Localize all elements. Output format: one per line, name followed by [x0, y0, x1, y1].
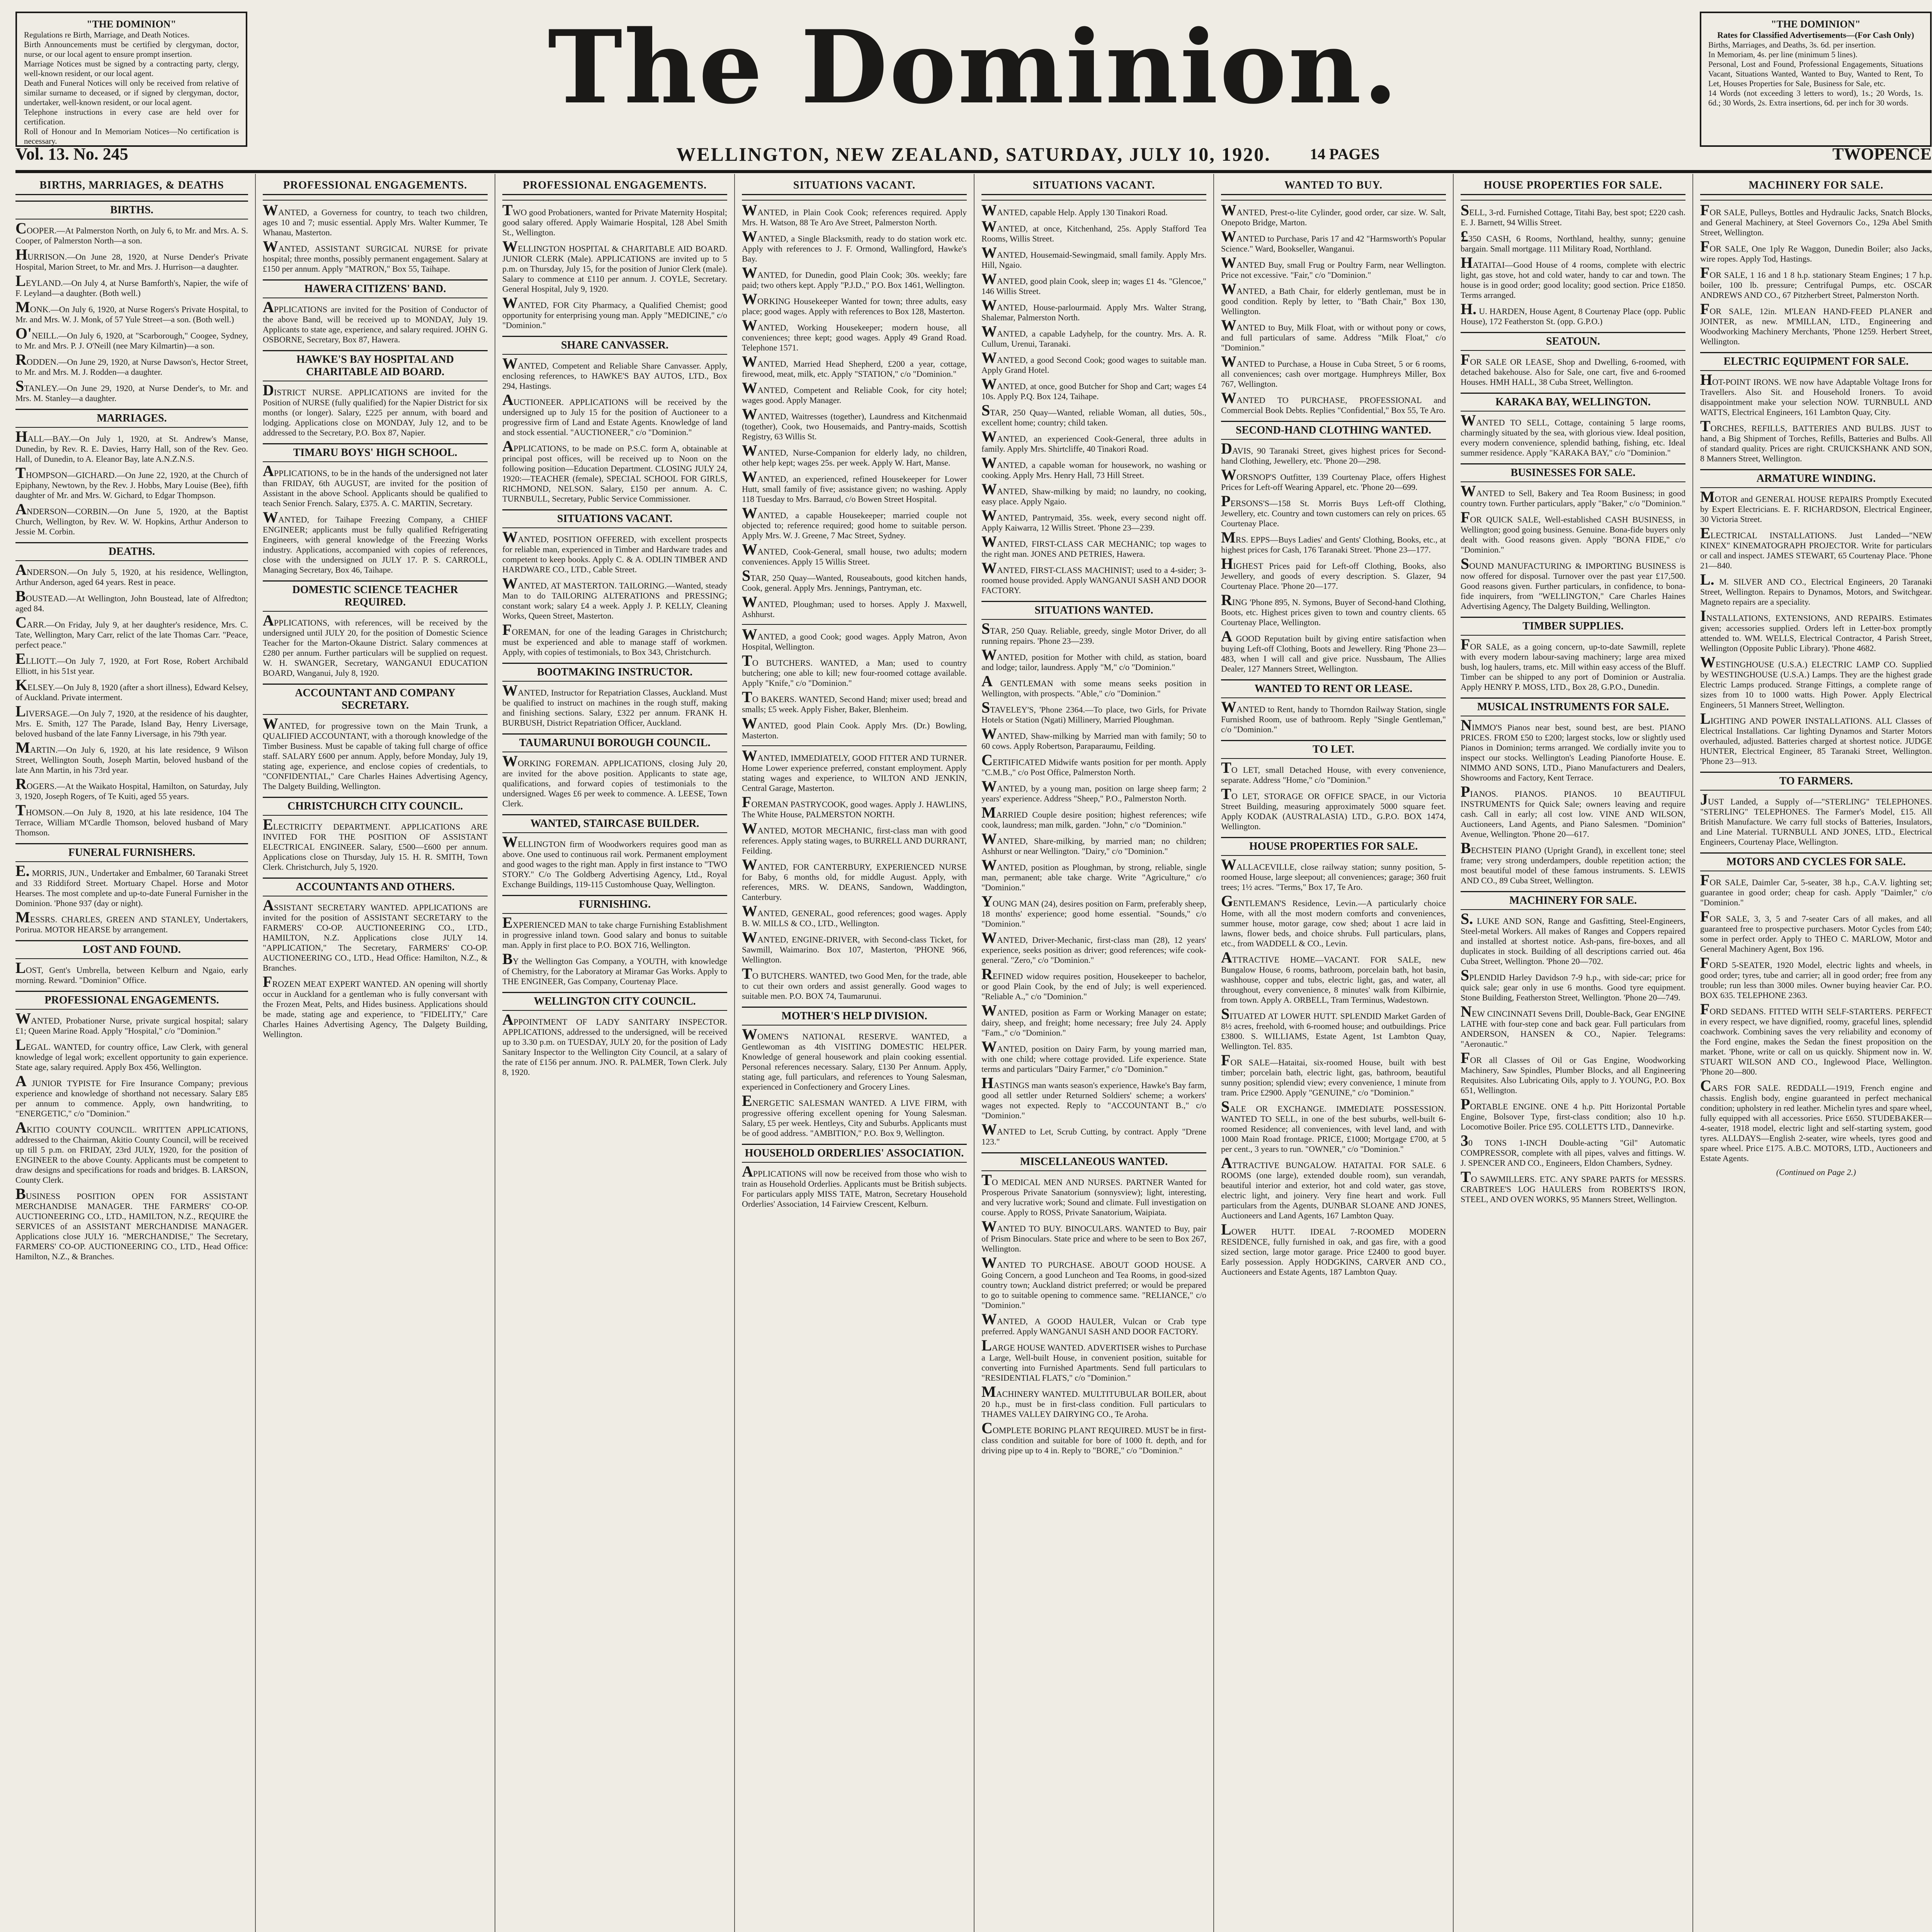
- section-heading: MOTHER'S HELP DIVISION.: [742, 1007, 967, 1026]
- column-heading: HOUSE PROPERTIES FOR SALE.: [1461, 179, 1685, 195]
- classified-ad: MOTOR and GENERAL HOUSE REPAIRS Promptly Executed by Expert Electricians. E. F. RICHARDSON, Electrical Engineer, 30 Victoria Street.: [1700, 488, 1932, 524]
- classified-ad: YOUNG MAN (24), desires position on Farm, preferably sheep, 18 months' experience; good home essential. "Sounds," c/o "Dominion.": [981, 893, 1206, 929]
- classified-ad: TO SAWMILLERS. ETC. ANY SPARE PARTS for MESSRS. CRABTREE'S LOG HAULERS from ROBERTS'S IRON, STEEL, AND OVEN WORKS, 95 Manners Street, Wellington.: [1461, 1168, 1685, 1204]
- classified-ad: SOUND MANUFACTURING & IMPORTING BUSINESS is now offered for disposal. Turnover over the past year £17,500. Good reasons given. Further particulars, in confidence, to bona-fide inquirers, from "WELLINGTON," Care Charles Haines Advertising Agency, The Dalgety Building, Wellington.: [1461, 555, 1685, 611]
- classified-ad: TO BAKERS. WANTED, Second Hand; mixer used; bread and smalls; £5 week. Apply Fisher, Baker, Blenheim.: [742, 688, 967, 714]
- section-heading: TO FARMERS.: [1700, 772, 1932, 791]
- classified-ad: A GENTLEMAN with some means seeks position in Wellington, with prospects. "Able," c/o "Dominion.": [981, 672, 1206, 698]
- section-heading: LOST AND FOUND.: [15, 940, 248, 959]
- classified-ad: WANTED, Prest-o-lite Cylinder, good order, car size. W. Salt, Onepoto Bridge, Marton.: [1221, 201, 1446, 227]
- section-divider: [742, 200, 967, 201]
- classified-ad: WANTED, good Plain Cook. Apply Mrs. (Dr.) Bowling, Masterton.: [742, 714, 967, 740]
- dateline-bar: [15, 141, 1932, 167]
- classified-ad: WANTED, Waitresses (together), Laundress and Kitchenmaid (together), Cook, two Housemaids, and Pantry-maids, Scottish Registry, 63 Willis St.: [742, 405, 967, 441]
- section-heading: WANTED TO RENT OR LEASE.: [1221, 679, 1446, 698]
- left-ear-lines: [24, 30, 239, 146]
- classified-ad: REFINED widow requires position, Housekeeper to bachelor, or good Plain Cook, by the end of July; is well experienced. "Reliable A.," c/o "Dominion.": [981, 965, 1206, 1001]
- section-heading: MOTORS AND CYCLES FOR SALE.: [1700, 852, 1932, 871]
- classified-ad: BECHSTEIN PIANO (Upright Grand), in excellent tone; steel frame; very strong underdampers, double repetition action; the most beautiful model of these famous instruments. S. LEWIS AND CO., 89 Cuba Street, Wellington.: [1461, 839, 1685, 885]
- classified-ad: S. LUKE AND SON, Range and Gasfitting, Steel-Engineers, Steel-metal Workers. All makes of Ranges and Coppers repaired and installed at shortest notice. Ash-pans, fire-boxes, and all duplicates in stock. Building of all descriptions carried out. 46a Cuba Street, Wellington. 'Phone 20—702.: [1461, 910, 1685, 966]
- classified-ad: PIANOS. PIANOS. PIANOS. 10 BEAUTIFUL INSTRUMENTS for Quick Sale; owners leaving and require cash. Call in early; all cost low. VINE AND WILSON, Auctioneers, Land Agents, and Piano Salesmen. "Dominion" Avenue, Wellington. 'Phone 20—617.: [1461, 783, 1685, 839]
- classified-ad: WANTED to Purchase, a House in Cuba Street, 5 or 6 rooms, all conveniences; cash over mortgage. Humphreys Miller, Box 767, Wellington.: [1221, 353, 1446, 389]
- classified-ad: APPLICATIONS, to be made on P.S.C. form A, obtainable at principal post offices, will be received up to Noon on the following position—Education Department. CLOSING JULY 24, 1920:—TEACHER (female), SPECIAL SCHOOL FOR GIRLS, RICHMOND, NELSON. Salary, £150 per annum. A. C. TURNBULL, Secretary, Public Service Commissioner.: [502, 437, 727, 503]
- section-heading: FURNISHING.: [502, 895, 727, 914]
- classified-ad: WANTED, a Governess for country, to teach two children, ages 10 and 7; music essential. Apply Mrs. Walter Kummer, Te Whanau, Masterton.: [263, 201, 488, 237]
- classified-ad: WORSNOP'S Outfitter, 139 Courtenay Place, offers Highest Prices for Left-off Wearing Apparel, etc. 'Phone 20—699.: [1221, 466, 1446, 492]
- classified-ad: APPLICATIONS, with references, will be received by the undersigned until JULY 20, for the position of Domestic Science Teacher for the Marton-Okaune District. Salary commences at £280 per annum. Further particulars will be supplied on request. W. H. SWANGER, Secretary, WANGANUI EDUCATION BOARD, Wanganui, July 8, 1920.: [263, 612, 488, 678]
- classified-ad: MACHINERY WANTED. MULTITUBULAR BOILER, about 20 h.p., must be in first-class condition. Full particulars to THAMES VALLEY DAIRYING CO., Te Aroha.: [981, 1383, 1206, 1419]
- classified-ad: A JUNIOR TYPISTE for Fire Insurance Company; previous experience and knowledge of shorthand not necessary. Salary £85 per annum to commence. Apply, own handwriting, to "ENERGETIC," c/o "Dominion.": [15, 1072, 248, 1118]
- section-heading: HAWERA CITIZENS' BAND.: [263, 279, 488, 298]
- classified-ad: WANTED, Housemaid-Sewingmaid, small family. Apply Mrs. Hill, Ngaio.: [981, 244, 1206, 270]
- classified-ad: THOMSON.—On July 8, 1920, at his late residence, 104 The Terrace, William M'Cardle Thomson, beloved husband of Mary Thomson.: [15, 801, 248, 837]
- classified-ad: WANTED, House-parlourmaid. Apply Mrs. Walter Strang, Shalemar, Palmerston North.: [981, 296, 1206, 322]
- column-8: [1692, 174, 1932, 1932]
- classified-ad: WORKING FOREMAN. APPLICATIONS, closing July 20, are invited for the above position. Applicants to state age, qualifications, and forward copies of testimonials to the undersigned. Wages £6 per week to commence. A. LEESE, Town Clerk.: [502, 752, 727, 808]
- classified-ad: TO BUTCHERS. WANTED, two Good Men, for the trade, able to cut their own orders and assist generally. Good wages to suitable men. P.O. BOX 74, Taumarunui.: [742, 965, 967, 1001]
- column-6: [1213, 174, 1453, 1932]
- volume-number: Vol. 13. No. 245: [15, 145, 128, 163]
- left-ear-line: Telephone instructions in every case are held over for certification.: [24, 107, 239, 126]
- classified-ad: FOR all Classes of Oil or Gas Engine, Woodworking Machinery, Saw Spindles, Plumber Blocks, and all Engineering Requisites. Also Lubricating Oils, apply to J. YOUNG, P.O. Box 651, Wellington.: [1461, 1049, 1685, 1095]
- classified-ad: KELSEY.—On July 8, 1920 (after a short illness), Edward Kelsey, of Auckland. Private interment.: [15, 676, 248, 702]
- classified-ad: WELLINGTON firm of Woodworkers requires good man as above. One used to continuous rail work. Permanent employment and good wages to the right man. Apply in first instance to "TWO STORY." C/o The Goldberg Advertising Agency, Ltd., Royal Exchange Buildings, 119-115 Customhouse Quay, Wellington.: [502, 833, 727, 889]
- classified-ad: FOR SALE, Pulleys, Bottles and Hydraulic Jacks, Snatch Blocks, and General Machinery, at Steel Governors Co., 129a Abel Smith Street, Wellington.: [1700, 201, 1932, 237]
- right-ear-line: Personal, Lost and Found, Professional Engagements, Situations Vacant, Situations Wanted, Wanted to Buy, Wanted to Rent, To Let, Houses Properties for Sale, Business for Sale, etc.: [1708, 60, 1923, 88]
- classified-ad: FOR SALE, Daimler Car, 5-seater, 38 h.p., C.A.V. lighting set; guarantee in good order; cheap for cash. Apply "Daimler," c/o "Dominion.": [1700, 871, 1932, 907]
- classified-ad: BUSINESS POSITION OPEN FOR ASSISTANT MERCHANDISE MANAGER. THE FARMERS' CO-OP. AUCTIONEERING CO., LTD., HAMILTON, N.Z., REQUIRE the SERVICES of an ASSISTANT MERCHANDISE MANAGER. Applications close JULY 16. "MERCHANDISE," The Secretary, FARMERS' CO-OP. AUCTIONEERING CO., LTD., Head Office: Hamilton, N.Z., & Branches.: [15, 1185, 248, 1261]
- classified-ad: WANTED TO PURCHASE. ABOUT GOOD HOUSE. A Going Concern, a good Luncheon and Tea Rooms, in good-sized country town; Auckland district preferred; or would be prepared to go to suitable opening to commence same. "RELIANCE," c/o "Dominion.": [981, 1254, 1206, 1310]
- classified-ad: FOR SALE, 3, 3, 5 and 7-seater Cars of all makes, and all guaranteed free to prospective purchasers. Motor Cycles from £40; some in perfect order. Apply to THEO C. MARLOW, Motor and General Machinery Agent, Box 196.: [1700, 908, 1932, 954]
- classified-ad: BOUSTEAD.—At Wellington, John Boustead, late of Alfredton; aged 84.: [15, 587, 248, 613]
- classified-ad: LOWER HUTT. IDEAL 7-ROOMED MODERN RESIDENCE, fully furnished in oak, and gas fire, with a good sized section, large motor garage. Price £2400 to good buyer. Early possession. Apply HODGKINS, CARVER AND CO., Auctioneers and Estate Agents, 187 Lambton Quay.: [1221, 1221, 1446, 1277]
- classified-ad: PERSONS'S—158 St. Morris Buys Left-off Clothing, Jewellery, etc. Country and town customers can rely on prices. 65 Courtenay Place.: [1221, 492, 1446, 528]
- classified-ad: WANTED, for Dunedin, good Plain Cook; 30s. weekly; fare paid; two others kept. Apply "P.J.D.," P.O. Box 1461, Wellington.: [742, 264, 967, 290]
- section-heading: WANTED, STAIRCASE BUILDER.: [502, 814, 727, 833]
- classified-ad: GENTLEMAN'S Residence, Levin.—A particularly choice Home, with all the most modern comforts and conveniences, summer house, motor garage, cow shed; about 1 acre laid in lawns, flower beds, and choice shrubs. Full particulars, plans, etc., from WADDELL & CO., Levin.: [1221, 892, 1446, 948]
- classified-ad: WESTINGHOUSE (U.S.A.) ELECTRIC LAMP CO. Supplied by WESTINGHOUSE (U.S.A.) Lamps. They are the highest grade Electric Lamps produced. Strange Fittings, a complete range of sizes from 10 to 1000 watts. High Power. Apply Electrical Engineers, 51 Manners Street, Wellington.: [1700, 653, 1932, 709]
- classified-ad: WANTED, position as Ploughman, by strong, reliable, single man, permanent; able take charge. Write "Agriculture," c/o "Dominion.": [981, 856, 1206, 892]
- classified-ad: WANTED, Married Head Shepherd, £200 a year, cottage, firewood, meat, milk, etc. Apply "STATION," c/o "Dominion.": [742, 353, 967, 379]
- classified-ad: FOR SALE, 12in. M'LEAN HAND-FEED PLANER and JOINTER, as new. M'MILLAN, LTD., Engineering and Woodworking Machinery Merchants, 'Phone 1259. Herbert Street, Wellington.: [1700, 300, 1932, 346]
- section-divider: [1221, 200, 1446, 201]
- nameplate: The Dominion.: [548, 9, 1400, 126]
- classified-ad: ANDERSON—CORBIN.—On June 5, 1920, at the Baptist Church, Wellington, by Rev. W. W. Hopkins, Arthur Anderson to Jessie M. Corbin.: [15, 500, 248, 536]
- classified-ad: TORCHES, REFILLS, BATTERIES AND BULBS. JUST to hand, a Big Shipment of Torches, Refills, Batteries and Bulbs. All of standard quality. Prices are right. CRUICKSHANK AND SON, 8 Manners Street, Wellington.: [1700, 417, 1932, 463]
- classified-ad: WANTED, for progressive town on the Main Trunk, a QUALIFIED ACCOUNTANT, with a thorough knowledge of the Timber Business. Must be capable of taking full charge of office staff. SALARY £600 per annum. Apply, before Monday, July 19, stating age, experience, and enclose copies of credentials, to "CONFIDENTIAL," Care Charles Haines Advertising Agency, The Dalgety Building, Wellington.: [263, 715, 488, 791]
- classified-ad: £350 CASH, 6 Rooms, Northland, healthy, sunny; genuine bargain. Small mortgage. 111 Military Road, Northland.: [1461, 228, 1685, 253]
- classified-ad: SELL, 3-rd. Furnished Cottage, Titahi Bay, best spot; £220 cash. E. J. Barnett, 94 Willis Street.: [1461, 201, 1685, 227]
- section-heading: SEATOUN.: [1461, 332, 1685, 351]
- section-heading: WELLINGTON CITY COUNCIL.: [502, 992, 727, 1011]
- classified-ad: WANTED, a capable woman for housework, no washing or cooking. Apply Mrs. Henry Hall, 73 Hill Street.: [981, 454, 1206, 480]
- classified-ad: WANTED, good plain Cook, sleep in; wages £1 4s. "Glencoe," 146 Willis Street.: [981, 270, 1206, 296]
- column-3: [495, 174, 734, 1932]
- classified-ad: WANTED, FOR City Pharmacy, a Qualified Chemist; good opportunity for enterprising young man. Apply "MEDICINE," c/o "Dominion.": [502, 294, 727, 330]
- classified-ad: STAR, 250 Quay—Wanted, Rouseabouts, good kitchen hands, Cook, general. Apply Mrs. Jennings, Pantryman, etc.: [742, 567, 967, 593]
- classified-ad: 30 TONS 1-INCH Double-acting "Gil" Automatic COMPRESSOR, complete with all pipes, valves and fittings. W. J. SPENCER AND CO., Engineers, Eldon Chambers, Sydney.: [1461, 1132, 1685, 1168]
- classified-ad: FROZEN MEAT EXPERT WANTED. AN opening will shortly occur in Auckland for a gentleman who is fully conversant with the Frozen Meat, Pelts, and Hides business. Applications should be made, stating age and experience, to "FIDELITY," Care Charles Haines Advertising Agency, The Dalgety Building, Wellington.: [263, 973, 488, 1039]
- classified-ad: TO LET, small Detached House, with every convenience, separate. Address "Home," c/o "Dominion.": [1221, 759, 1446, 785]
- classified-ad: WANTED, a good Cook; good wages. Apply Matron, Avon Hospital, Wellington.: [742, 626, 967, 651]
- classified-ad: FOR SALE, One 1ply Re Waggon, Dunedin Boiler; also Jacks, wire ropes. Apply Tod, Hastings.: [1700, 238, 1932, 264]
- page-count: 14 PAGES: [1310, 145, 1380, 163]
- classified-ad: INSTALLATIONS, EXTENSIONS, AND REPAIRS. Estimates given; accessories supplied. Orders left in Letter-box promptly attended to. WM. WELLS, Electrical Contractor, 4 Parish Street, Wellington (Opposite Public Library). 'Phone 4682.: [1700, 607, 1932, 653]
- classified-ad: WANTED, Cook-General, small house, two adults; modern conveniences. Apply 15 Willis Street.: [742, 541, 967, 566]
- classified-ad: WANTED, FOR CANTERBURY, EXPERIENCED NURSE for Baby, 6 months old, for middle August. Apply, with references, MRS. W. DEANS, Sandown, Waddington, Canterbury.: [742, 856, 967, 902]
- column-2: [255, 174, 495, 1932]
- classified-ad: MARRIED Couple desire position; highest references; wife cook, laundress; man milk, garden. "John," c/o "Dominion.": [981, 804, 1206, 830]
- classified-ad: FOREMAN PASTRYCOOK, good wages. Apply J. HAWLINS, The White House, PALMERSTON NORTH.: [742, 793, 967, 819]
- right-ear-line: Births, Marriages, and Deaths, 3s. 6d. per insertion.: [1708, 40, 1876, 49]
- section-heading: ACCOUNTANT AND COMPANY SECRETARY.: [263, 684, 488, 715]
- classified-ad: APPOINTMENT OF LADY SANITARY INSPECTOR. APPLICATIONS, addressed to the undersigned, will be received up to 3.30 p.m. on TUESDAY, JULY 20, for the position of Lady Sanitary Inspector to the Wellington City Council, at a salary of the rate of £156 per annum. JNO. R. PALMER, Town Clerk. July 8, 1920.: [502, 1011, 727, 1077]
- section-heading: SITUATIONS VACANT.: [502, 509, 727, 528]
- classified-ad: DAVIS, 90 Taranaki Street, gives highest prices for Second-hand Clothing, Jewellery, etc. 'Phone 20—298.: [1221, 440, 1446, 466]
- classified-ad: WANTED, an experienced, refined Housekeeper for Lower Hutt, small family of five; assistance given; no washing. Apply 118 Tuesday to Mrs. Barraud, c/o Bowen Street Hospital.: [742, 468, 967, 504]
- classified-ad: WELLINGTON HOSPITAL & CHARITABLE AID BOARD. JUNIOR CLERK (Male). APPLICATIONS are invited up to 5 p.m. on Thursday, July 15, for the position of Junior Clerk (male). Salary to commence at £110 per annum. J. COYLE, Secretary. General Hospital, July 9, 1920.: [502, 238, 727, 294]
- classified-ad: WANTED, Working Housekeeper; modern house, all conveniences; three kept; good wages. Apply 49 Grand Road. Telephone 1571.: [742, 316, 967, 352]
- section-divider: [1700, 200, 1932, 201]
- right-ear-lines: [1708, 40, 1923, 108]
- column-heading: PROFESSIONAL ENGAGEMENTS.: [502, 179, 727, 195]
- classified-ad: WANTED, by a young man, position on large sheep farm; 2 years' experience. Address "Sheep," P.O., Palmerston North.: [981, 777, 1206, 803]
- classified-ad: WANTED TO SELL, Cottage, containing 5 large rooms, charmingly situated by the sea, with glorious view. Ideal position, every modern convenience, splendid bathing, fishing, etc. Ideal summer residence. Apply "KARAKA BAY," c/o "Dominion.": [1461, 412, 1685, 457]
- left-ear-line: Roll of Honour and In Memoriam Notices—No certification is necessary.: [24, 127, 239, 146]
- classified-ad: FORD SEDANS. FITTED WITH SELF-STARTERS. PERFECT in every respect, we have dignified, roomy, graceful lines, splendid coachwork. Combining saves the very reliability and economy of the Ford engine, makes the Sedan the finest proposition on the market. 'Phone, write or call on us quickly. Shipment now in. W. STUART WILSON AND CO., Inglewood Place, Wellington. 'Phone 20—800.: [1700, 1000, 1932, 1077]
- classified-ad: FOR SALE, 1 16 and 1 8 h.p. stationary Steam Engines; 1 7 h.p. boiler, 100 lb. pressure; Centrifugal Pumps, etc. OSCAR ANDREWS AND CO., 67 Pitzherbert Street, Palmerston North.: [1700, 264, 1932, 300]
- classified-ad: WANTED, in Plain Cook Cook; references required. Apply Mrs. H. Watson, 88 Te Aro Ave Street, Palmerston North.: [742, 201, 967, 227]
- masthead: [15, 9, 1932, 173]
- classified-ad: WANTED, MOTOR MECHANIC, first-class man with good references. Apply stating wages, to BURRELL AND DURRANT, Feilding.: [742, 820, 967, 855]
- price: TWOPENCE: [1832, 145, 1932, 163]
- classified-ad: WANTED, Shaw-milking by maid; no laundry, no cooking, easy place. Apply Ngaio.: [981, 480, 1206, 506]
- classified-ad: WANTED, position as Farm or Working Manager on estate; dairy, sheep, and freight; home necessary; free July 24. Apply "Fam.," c/o "Dominion.": [981, 1002, 1206, 1037]
- column-1: [15, 174, 255, 1932]
- section-heading: ELECTRIC EQUIPMENT FOR SALE.: [1700, 352, 1932, 371]
- classified-ad: WANTED, position on Dairy Farm, by young married man, with one child; where cottage provided. Life experience. State terms and particulars "Dairy Farmer," c/o "Dominion.": [981, 1038, 1206, 1074]
- section-heading: ACCOUNTANTS AND OTHERS.: [263, 878, 488, 896]
- section-heading: BOOTMAKING INSTRUCTOR.: [502, 663, 727, 682]
- classified-ad: WANTED, Probationer Nurse, private surgical hospital; salary £1; Queen Marine Road. Apply "Hospital," c/o "Dominion.": [15, 1010, 248, 1036]
- classified-ad: WANTED to Buy, Milk Float, with or without pony or cows, and full particulars of same. Address "Milk Float," c/o "Dominion.": [1221, 316, 1446, 352]
- section-heading: DEATHS.: [15, 542, 248, 561]
- section-heading: SECOND-HAND CLOTHING WANTED.: [1221, 421, 1446, 440]
- classified-ad: WANTED, capable Help. Apply 130 Tinakori Road.: [981, 201, 1168, 219]
- column-heading: MACHINERY FOR SALE.: [1700, 179, 1932, 195]
- classified-ad: LEGAL. WANTED, for country office, Law Clerk, with general knowledge of legal work; excellent opportunity to gain experience. State age, salary required. Apply Box 456, Wellington.: [15, 1036, 248, 1072]
- classified-ad: COMPLETE BORING PLANT REQUIRED. MUST be in first-class condition and suitable for bore of 1000 ft. depth, and for driving pipe up to 4 in. Reply to "BORE," c/o "Dominion.": [981, 1419, 1206, 1455]
- classified-ad: WANTED, ENGINE-DRIVER, with Second-class Ticket, for Sawmill, Waimarino. Box 107, Masterton, 'PHONE 966, Wellington.: [742, 929, 967, 964]
- classified-ad: WANTED, Driver-Mechanic, first-class man (28), 12 years' experience, seeks position as driver; good references; wife cook-general. "Zero," c/o "Dominion.": [981, 929, 1206, 965]
- classified-ad: WANTED, an experienced Cook-General, three adults in family. Apply Mrs. Shirtcliffe, 40 Tinakori Road.: [981, 428, 1206, 454]
- section-heading: SHARE CANVASSER.: [502, 336, 727, 355]
- section-heading: MACHINERY FOR SALE.: [1461, 891, 1685, 910]
- classified-ad: WANTED, A GOOD HAULER, Vulcan or Crab type preferred. Apply WANGANUI SASH AND DOOR FACTORY.: [981, 1310, 1206, 1336]
- classified-ad: WANTED, a Bath Chair, for elderly gentleman, must be in good condition. Reply by letter, to "Bath Chair," Box 130, Wellington.: [1221, 280, 1446, 316]
- left-ear-line: Regulations re Birth, Marriage, and Death Notices.: [24, 30, 190, 39]
- classified-ad: STAVELEY'S, 'Phone 2364.—To place, two Girls, for Private Hotels or Station (Ngati) Millinery, Married Ploughman.: [981, 699, 1206, 724]
- section-heading: TIMBER SUPPLIES.: [1461, 617, 1685, 636]
- column-heading: SITUATIONS VACANT.: [981, 179, 1206, 195]
- classified-ad: NEW CINCINNATI Sevens Drill, Double-Back, Gear ENGINE LATHE with four-step cone and back gear. Full particulars from ANDERSON, HANSEN & CO., Napier. Telegrams: "Aeronautic.": [1461, 1003, 1685, 1049]
- classified-ad: WANTED TO BUY. BINOCULARS. WANTED to Buy, pair of Prism Binoculars. State price and where to be seen to Box 267, Wellington.: [981, 1218, 1206, 1253]
- classified-ad: WANTED, position for Mother with child, as station, board and lodge; tailor, laundress. Apply "M," c/o "Dominion.": [981, 646, 1206, 672]
- classified-ad: WANTED, IMMEDIATELY, GOOD FITTER AND TURNER. Home Lower experience preferred, constant employment. Apply stating wages and experience, to WILTON AND JENKIN, Central Garage, Masterton.: [742, 747, 967, 793]
- classified-ad: WANTED TO PURCHASE, PROFESSIONAL and Commercial Book Debts. Replies "Confidential," Box 55, Te Aro.: [1221, 389, 1446, 415]
- classified-ad: WANTED, Competent and Reliable Cook, for city hotel; wages good. Apply Manager.: [742, 379, 967, 405]
- classified-ad: E. MORRIS, JUN., Undertaker and Embalmer, 60 Taranaki Street and 33 Riddiford Street. Mortuary Chapel. Horse and Motor Hearses. The most complete and up-to-date Funeral Furnisher in the Dominion. 'Phone 937 (day or night).: [15, 862, 248, 908]
- classified-ad: WANTED Buy, small Frug or Poultry Farm, near Wellington. Price not excessive. "Fair," c/o "Dominion.": [1221, 254, 1446, 280]
- classified-ad: FOR SALE OR LEASE, Shop and Dwelling, 6-roomed, with detached bakehouse. Also for Sale, one cart, five and 6-roomed Houses. HMH HALL, 38 Cuba Street, Wellington.: [1461, 351, 1685, 387]
- section-divider: [742, 624, 967, 625]
- classified-ad: WANTED, FIRST-CLASS MACHINIST; used to a 4-sider; 3-roomed house provided. Apply WANGANUI SASH AND DOOR FACTORY.: [981, 559, 1206, 595]
- right-ear-subtitle: Rates for Classified Advertisements—(For Cash Only): [1717, 30, 1914, 40]
- classified-ad: TO LET, STORAGE OR OFFICE SPACE, in our Victoria Street Building, measuring approximately 5000 square feet. Apply KODAK (AUSTRALASIA) LTD., G.P.O. BOX 1474, Wellington.: [1221, 785, 1446, 831]
- section-heading: HAWKE'S BAY HOSPITAL AND CHARITABLE AID BOARD.: [263, 350, 488, 381]
- classified-ad: RODDEN.—On June 29, 1920, at Nurse Dawson's, Hector Street, to Mr. and Mrs. M. J. Rodden—a daughter.: [15, 351, 248, 377]
- classified-ad: ANDERSON.—On July 5, 1920, at his residence, Wellington, Arthur Anderson, aged 64 years. Rest in peace.: [15, 561, 248, 587]
- section-heading: CHRISTCHURCH CITY COUNCIL.: [263, 797, 488, 816]
- classified-ad: CERTIFICATED Midwife wants position for per month. Apply "C.M.B.," c/o Post Office, Palmerston North.: [981, 751, 1206, 777]
- classified-ad: ELLIOTT.—On July 7, 1920, at Fort Rose, Robert Archibald Elliott, in his 51st year.: [15, 650, 248, 676]
- continued-note: (Continued on Page 2.): [1776, 1167, 1856, 1177]
- classified-ad: MARTIN.—On July 6, 1920, at his late residence, 9 Wilson Street, Wellington South, Joseph Martin, beloved husband of the late Ann Martin, in his 73rd year.: [15, 739, 248, 775]
- classified-ad: ATTRACTIVE BUNGALOW. HATAITAI. FOR SALE. 6 ROOMS (one large), extended double room), sun verandah, beautiful interior and exterior, hot and cold water, gas stove, electric light, and joinery. Very fine heart and work. Full particulars from the Agents, DUNBAR SLOANE AND JONES, Auctioneers and Land Agents, 167 Lambton Quay.: [1221, 1154, 1446, 1220]
- section-heading: DOMESTIC SCIENCE TEACHER REQUIRED.: [263, 580, 488, 612]
- column-7: [1453, 174, 1692, 1932]
- section-heading: TAUMARUNUI BOROUGH COUNCIL.: [502, 733, 727, 752]
- newspaper-page: [15, 9, 1932, 1932]
- classified-ad: WANTED, Shaw-milking by Married man with family; 50 to 60 cows. Apply Robertson, Paraparaumu, Feilding.: [981, 725, 1206, 751]
- classified-ad: FOREMAN, for one of the leading Garages in Christchurch; must be experienced and able to manage staff of workmen. Apply, with copies of testimonials, to Box 343, Christchurch.: [502, 621, 727, 657]
- classified-ad: RING 'Phone 895, N. Symons, Buyer of Second-hand Clothing, Boots, etc. Highest prices given to town and country clients. 65 Courtenay Place, Wellington.: [1221, 591, 1446, 627]
- classified-ad: WANTED, a capable Ladyhelp, for the country. Mrs. A. R. Cullum, Urenui, Taranaki.: [981, 323, 1206, 349]
- classified-ad: MRS. EPPS—Buys Ladies' and Gents' Clothing, Books, etc., at highest prices for Cash, 176 Taranaki Street. 'Phone 23—177.: [1221, 529, 1446, 554]
- classified-ad: WANTED to Purchase, Paris 17 and 42 "Harmsworth's Popular Science." Ward, Bookseller, Wanganui.: [1221, 228, 1446, 253]
- classified-ad: L. M. SILVER AND CO., Electrical Engineers, 20 Taranaki Street, Wellington. Repairs to Dynamos, Motors, and Switchgear. Magneto repairs are a speciality.: [1700, 571, 1932, 607]
- classified-ad: THOMPSON—GICHARD.—On June 22, 1920, at the Church of Epiphany, Newtown, by the Rev. J. Hobbs, Mary Louise (Bee), fifth daughter of Mr. and Mrs. W. Gichard, to Edgar Thompson.: [15, 464, 248, 500]
- classified-ad: ATTRACTIVE HOME—VACANT. FOR SALE, new Bungalow House, 6 rooms, bathroom, porcelain bath, hot basin, washhouse, copper and tubs, electric light, gas, and water, all throughout, every convenience, 8 minutes' walk from Kilbirnie, from town. Apply A. ORBELL, Tram Terminus, Wadestown.: [1221, 949, 1446, 1005]
- classified-ad: HIGHEST Prices paid for Left-off Clothing, Books, also Jewellery, and goods of every description. S. Glazer, 94 Courtenay Place. 'Phone 20—177.: [1221, 555, 1446, 591]
- classified-ad: MESSRS. CHARLES, GREEN AND STANLEY, Undertakers, Porirua. MOTOR HEARSE by arrangement.: [15, 908, 248, 934]
- classified-ad: COOPER.—At Palmerston North, on July 6, to Mr. and Mrs. A. S. Cooper, of Palmerston North—a son.: [15, 219, 248, 245]
- classified-ad: PORTABLE ENGINE. ONE 4 h.p. Pitt Horizontal Portable Engine, Bolsover Type, first-class condition; also 10 h.p. Locomotive Boiler. Price £95. COLLETTS LTD., Dannevirke.: [1461, 1095, 1685, 1131]
- classified-ad: APPLICATIONS are invited for the Position of Conductor of the above Band, will be received up to MONDAY, July 19. Applicants to state age, experience, and salary required. JOHN G. OSBORNE, Secretary, Box 87, Hawera.: [263, 298, 488, 344]
- section-divider: [502, 200, 727, 201]
- classified-ad: AKITIO COUNTY COUNCIL. WRITTEN APPLICATIONS, addressed to the Chairman, Akitio County Council, will be received up till 5 p.m. on FRIDAY, 23rd JULY, 1920, for the position of ENGINEER to the above County. Applicants must be competent to draw designs and specifications for roads and bridges. B. LARSON, County Clerk.: [15, 1119, 248, 1185]
- classified-ad: MONK.—On July 6, 1920, at Nurse Rogers's Private Hospital, to Mr. and Mrs. W. J. Monk, of 57 Yule Street—a son. (Both well.): [15, 298, 248, 324]
- classified-ad: DISTRICT NURSE. APPLICATIONS are invited for the Position of NURSE (fully qualified) for the Napier District for six months (or longer). Salary, £225 per annum, with board and lodging. Applications close on MONDAY, July 12, and to be addressed to the Secretary, P.O. Box 87, Napier.: [263, 381, 488, 437]
- column-4: [734, 174, 974, 1932]
- classified-ad: WOMEN'S NATIONAL RESERVE. WANTED, a Gentlewoman as 4th VISITING DOMESTIC HELPER. Knowledge of general housework and plain cooking essential. Personal references necessary. Salary, £130 Per Annum. Apply, stating age, full particulars, and references to Young Salesman, experienced in Confectionery and Grocery Lines.: [742, 1026, 967, 1092]
- left-ear-line: Death and Funeral Notices will only be received from relative of similar surname to deceased, or if signed by clergyman, doctor, undertaker, well-known resident, or our local agent.: [24, 78, 239, 107]
- classified-ad: HASTINGS man wants season's experience, Hawke's Bay farm, good all settler under Returned Soldiers' scheme; a workers' wages not expected. Reply to "ACCOUNTANT B.," c/o "Dominion.": [981, 1074, 1206, 1120]
- classified-ad: HOT-POINT IRONS. WE now have Adaptable Voltage Irons for Travellers. Also Sit. and Household Ironers. To avoid disappointment make your selection NOW. TURNBULL AND WATTS, Electrical Engineers, 161 Lambton Quay, City.: [1700, 371, 1932, 417]
- column-5: [974, 174, 1213, 1932]
- classified-ad: BY the Wellington Gas Company, a YOUTH, with knowledge of Chemistry, for the Laboratory at Miramar Gas Works. Apply to THE ENGINEER, Gas Company, Courtenay Place.: [502, 950, 727, 986]
- classified-ad: WANTED, a capable Housekeeper; married couple not objected to; reference required; good home to suitable person. Apply Mrs. W. J. Greene, 7 Mac Street, Sydney.: [742, 504, 967, 540]
- right-ear-notice: [1700, 12, 1932, 147]
- classified-ad: HALL—BAY.—On July 1, 1920, at St. Andrew's Manse, Dunedin, by Rev. R. E. Davies, Harry Hall, son of the Rev. Geo. Hall, of Dunedin, to A. Eleanor Bay, late A.N.Z.N.S.: [15, 428, 248, 464]
- classified-ad: WANTED, Instructor for Repatriation Classes, Auckland. Must be qualified to instruct on machines in the rough stuff, making and finishing sections. Salary, £322 per annum. FRANK H. BURBUSH, District Repatriation Officer, Auckland.: [502, 682, 727, 728]
- section-heading: FUNERAL FURNISHERS.: [15, 843, 248, 862]
- classified-ad: ENERGETIC SALESMAN WANTED. A LIVE FIRM, with progressive offering excellent opening for Young Salesman. Salary, £5 per week. Hentleys, City and Suburbs. Applicants must be of good address. "AMBITION," P.O. Box 9, Wellington.: [742, 1092, 967, 1138]
- classified-ad: EXPERIENCED MAN to take charge Furnishing Establishment in progressive inland town. Good salary and bonus to suitable man. Apply in first place to P.O. BOX 716, Wellington.: [502, 914, 727, 950]
- section-heading: TO LET.: [1221, 740, 1446, 759]
- classified-ad: JUST Landed, a Supply of—"STERLING" TELEPHONES. "STERLING" TELEPHONES. The Farmer's Model, £15. All British Manufacture. We carry full stocks of Batteries, Insulators, and Line Material. TURNBULL AND JONES, LTD., Electrical Engineers, Courtenay Place, Wellington.: [1700, 791, 1932, 847]
- classified-ad: FOR SALE, as a going concern, up-to-date Sawmill, replete with every modern labour-saving machinery; large area mixed bush, log haulers, trams, etc. Mill within easy access of the Bluff. Timber can be shipped to any port of Dominion or Australia. Apply HENRY P. MOSS, LTD., Box 28, G.P.O., Dunedin.: [1461, 636, 1685, 692]
- classified-ad: STAR, 250 Quay. Reliable, greedy, single Motor Driver, do all running repairs. 'Phone 23—239.: [981, 620, 1206, 646]
- right-ear-title: "THE DOMINION": [1771, 19, 1861, 30]
- classified-ad: WANTED, a good Second Cook; good wages to suitable man. Apply Grand Hotel.: [981, 349, 1206, 375]
- left-ear-line: Birth Announcements must be certified by clergyman, doctor, nurse, or our local agent to ensure prompt insertion.: [24, 40, 239, 59]
- right-ear-line: In Memoriam, 4s. per line (minimum 5 lines).: [1708, 50, 1858, 59]
- classified-ad: CARR.—On Friday, July 9, at her daughter's residence, Mrs. C. Tate, Wellington, Mary Carr, relict of the late Thomas Carr. "Peace, perfect peace.": [15, 614, 248, 650]
- section-divider: [742, 745, 967, 746]
- classified-columns: [15, 174, 1932, 1932]
- classified-ad: WANTED, ASSISTANT SURGICAL NURSE for private hospital; three months, possibly permanent engagement. Salary at £150 per annum. Apply "MATRON," Box 55, Taihape.: [263, 238, 488, 274]
- classified-ad: WANTED, at once, Kitchenhand, 25s. Apply Stafford Tea Rooms, Willis Street.: [981, 218, 1206, 243]
- classified-ad: FOR SALE—Hataitai, six-roomed House, built with best timber; porcelain bath, electric light, gas, bathroom, beautiful sunny position; splendid view; every convenience, 1 minute from tram. Price £2900. Apply "GENUINE," c/o "Dominion.": [1221, 1051, 1446, 1097]
- classified-ad: SITUATED AT LOWER HUTT. SPLENDID Market Garden of 8½ acres, freehold, with 6-roomed house; and outbuildings. Price £3800. S. WILLIAMS, Estate Agent, 1st Lambton Quay, Wellington. Tel. 835.: [1221, 1005, 1446, 1051]
- section-divider: [263, 200, 488, 201]
- left-ear-line: Marriage Notices must be signed by a contracting party, clergy, well-known resident, or our local agent.: [24, 59, 239, 78]
- classified-ad: STAR, 250 Quay—Wanted, reliable Woman, all duties, 50s., excellent home; country; child taken.: [981, 401, 1206, 427]
- classified-ad: WANTED, Share-milking, by married man; no children; Ashhurst or near Wellington. "Dairy," c/o "Dominion.": [981, 830, 1206, 856]
- classified-ad: STANLEY.—On June 29, 1920, at Nurse Dender's, to Mr. and Mrs. M. Stanley—a daughter.: [15, 377, 248, 403]
- classified-ad: HATAITAI—Good House of 4 rooms, complete with electric light, gas stove, hot and cold water, handy to car and town. The house is in good order; good locality; good section. Price £1850. Terms arranged.: [1461, 254, 1685, 300]
- section-divider: [1461, 200, 1685, 201]
- left-ear-title: "THE DOMINION": [87, 19, 176, 30]
- section-heading: ARMATURE WINDING.: [1700, 469, 1932, 488]
- classified-ad: WALLACEVILLE, close railway station; sunny position, 5-roomed House, large sleepout; all conveniences; garage; 360 fruit trees; 1½ acres. "Terms," Box 17, Te Aro.: [1221, 856, 1446, 892]
- classified-ad: APPLICATIONS will now be received from those who wish to train as Household Orderlies. Applicants must be British subjects. For particulars apply MISS TATE, Matron, Secretary Household Orderlies' Association, 14 Fairview Crescent, Kelburn.: [742, 1163, 967, 1209]
- classified-ad: WANTED, AT MASTERTON. TAILORING.—Wanted, steady Man to do TAILORING ALTERATIONS and PRESSING; constant work; salary £4 a week. Apply J. P. KELLY, Cleaning Works, Queen Street, Masterton.: [502, 575, 727, 621]
- classified-ad: TO BUTCHERS. WANTED, a Man; used to country butchering; one able to kill; new four-roomed cottage available. Apply "Knife," c/o "Dominion.": [742, 652, 967, 688]
- section-divider: [981, 200, 1206, 201]
- section-heading: BUSINESSES FOR SALE.: [1461, 463, 1685, 482]
- section-heading: TIMARU BOYS' HIGH SCHOOL.: [263, 443, 488, 462]
- classified-ad: TWO good Probationers, wanted for Private Maternity Hospital; good salary offered. Apply Waimarie Hospital, 128 Abel Smith St., Wellington.: [502, 201, 727, 237]
- section-heading: PROFESSIONAL ENGAGEMENTS.: [15, 991, 248, 1010]
- classified-ad: APPLICATIONS, to be in the hands of the undersigned not later than FRIDAY, 6th AUGUST, are invited for the position of Assistant in the above School. Applicants should be qualified to teach Senior French. Salary, £375. A. C. MARTIN, Secretary.: [263, 462, 488, 508]
- classified-ad: WANTED, Ploughman; used to horses. Apply J. Maxwell, Ashhurst.: [742, 593, 967, 619]
- classified-ad: FORD 5-SEATER, 1920 Model, electric lights and wheels, in good order; tyres, tube and carrier; all in good order; free from any trouble; run less than 3000 miles. Owner buying heavier Car. P.O. BOX 635. TELEPHONE 2363.: [1700, 954, 1932, 1000]
- left-ear-notice: [15, 12, 247, 147]
- classified-ad: AUCTIONEER. APPLICATIONS will be received by the undersigned up to July 15 for the position of Auctioneer to a progressive firm of Land and Estate Agents. Knowledge of land and stock essential. "AUCTIONEER," c/o "Dominion.": [502, 391, 727, 437]
- classified-ad: WORKING Housekeeper Wanted for town; three adults, easy place; good wages. Apply with references to Box 128, Masterton.: [742, 290, 967, 316]
- section-heading: KARAKA BAY, WELLINGTON.: [1461, 393, 1685, 412]
- classified-ad: O'NEILL.—On July 6, 1920, at "Scarborough," Coogee, Sydney, to Mr. and Mrs. P. J. O'Neill (nee Mary Kilmartin)—a son.: [15, 325, 248, 350]
- column-heading: WANTED TO BUY.: [1221, 179, 1446, 195]
- classified-ad: LIVERSAGE.—On July 7, 1920, at the residence of his daughter, Mrs. E. Smith, 127 The Parade, Island Bay, Henry Liversage, beloved husband of the late Fanny Liversage, in his 79th year.: [15, 702, 248, 738]
- classified-ad: SALE OR EXCHANGE. IMMEDIATE POSSESSION. WANTED TO SELL, in one of the best suburbs, well-built 6-roomed Residence; all conveniences, with level land, and with 1000 Main Road frontage. PRICE, £1000; Mortgage £700, at 5 per cent., 3 years to run. "OWNER," c/o "Dominion.": [1221, 1098, 1446, 1154]
- classified-ad: WANTED, Pantrymaid, 35s. week, every second night off. Apply Kaiwarra, 12 Willis Street. 'Phone 23—239.: [981, 507, 1206, 532]
- classified-ad: H. U. HARDEN, House Agent, 8 Courtenay Place (opp. Public House), 172 Featherston St. (opp. G.P.O.): [1461, 300, 1685, 326]
- classified-ad: WANTED, Competent and Reliable Share Canvasser. Apply, enclosing references, to HAWKE'S BAY AUTOS, LTD., Box 294, Hastings.: [502, 355, 727, 391]
- column-heading: SITUATIONS VACANT.: [742, 179, 967, 195]
- classified-ad: WANTED, a Single Blacksmith, ready to do station work etc. Apply with references to J. F. Ormond, Wallingford, Hawke's Bay.: [742, 228, 967, 264]
- classified-ad: LEYLAND.—On July 4, at Nurse Bamforth's, Napier, the wife of F. Leyland—a daughter. (Both well.): [15, 272, 248, 298]
- classified-ad: LIGHTING AND POWER INSTALLATIONS. ALL Classes of Electrical Installations. Car lighting Dynamos and Starter Motors overhauled, adjusted. Batteries charged at shortest notice. JUDGE HUNTER, Electrical Engineer, 85 Taranaki Street, Wellington. 'Phone 23—913.: [1700, 710, 1932, 766]
- classified-ad: ELECTRICITY DEPARTMENT. APPLICATIONS ARE INVITED FOR THE POSITION OF ASSISTANT ELECTRICAL ENGINEER. Salary, £500—£600 per annum. Applications close on Thursday, July 15. H. R. SMITH, Town Clerk. Christchurch, July 5, 1920.: [263, 816, 488, 872]
- classified-ad: WANTED, GENERAL, good references; good wages. Apply B. W. MILLS & CO., LTD., Wellington.: [742, 902, 967, 928]
- classified-ad: CARS FOR SALE. REDDALL—1919, French engine and chassis. English body, engine guaranteed in perfect mechanical condition; upholstery in red leather. Michelin tyres and spare wheel, fully equipped with all accessories. Price £650. STUDEBAKER—4-seater, 1918 model, electric light and self-starting system, good tyres. ALLDAYS—English 2-seater, wire wheels, tyres good and spare wheel. Price £175. A.B.C. MOTORS, LTD., Auctioneers and Estate Agents.: [1700, 1077, 1932, 1163]
- section-heading: BIRTHS.: [15, 201, 248, 219]
- classified-ad: FOR QUICK SALE, Well-established CASH BUSINESS, in Wellington; good going business. Genuine. Bona-fide buyers only dealt with. Good reasons given. Apply "BONA FIDE," c/o "Dominion.": [1461, 509, 1685, 554]
- section-heading: HOUSEHOLD ORDERLIES' ASSOCIATION.: [742, 1144, 967, 1163]
- dateline: WELLINGTON, NEW ZEALAND, SATURDAY, JULY 10, 1920.: [676, 143, 1271, 165]
- classified-ad: SPLENDID Harley Davidson 7-9 h.p., with side-car; price for quick sale; gear only in use 6 months. Good tyre equipment. Stone Building, Featherston Street, Wellington. 'Phone 20—749.: [1461, 966, 1685, 1002]
- classified-ad: ASSISTANT SECRETARY WANTED. APPLICATIONS are invited for the position of ASSISTANT SECRETARY to the FARMERS' CO-OP. AUCTIONEERING CO., LTD., HAMILTON, N.Z. Applications close JULY 14. "APPLICATION," The Secretary, FARMERS' CO-OP. AUCTIONEERING CO., LTD., Head Office: Hamilton, N.Z., & Branches.: [263, 896, 488, 973]
- classified-ad: WANTED, FIRST-CLASS CAR MECHANIC; top wages to the right man. JONES AND PETRIES, Hawera.: [981, 533, 1206, 559]
- right-ear-line: 14 Words (not exceeding 3 letters to word), 1s.; 20 Words, 1s. 6d.; 30 Words, 2s. Extra insertions, 6d. per inch for 30 words.: [1708, 88, 1923, 107]
- classified-ad: LOST, Gent's Umbrella, between Kelburn and Ngaio, early morning. Reward. "Dominion" Office.: [15, 959, 248, 985]
- column-heading: BIRTHS, MARRIAGES, & DEATHS: [15, 179, 248, 195]
- section-heading: MARRIAGES.: [15, 409, 248, 428]
- classified-ad: WANTED, Nurse-Companion for elderly lady, no children, other help kept; wages 25s. per week. Apply W. Hart, Manse.: [742, 442, 967, 468]
- classified-ad: WANTED, for Taihape Freezing Company, a CHIEF ENGINEER; applicants must be fully qualified Refrigerating Engineers, with general knowledge of the Freezing Works industry. Applications, accompanied with copies of references, close with the undersigned on JULY 17. P. S. CARROLL, Managing Secretary, Box 46, Taihape.: [263, 509, 488, 575]
- classified-ad: WANTED to Rent, handy to Thorndon Railway Station, single Furnished Room, use of bathroom. Reply "Single Gentleman," c/o "Dominion.": [1221, 698, 1446, 734]
- classified-ad: NIMMO'S Pianos near best, sound best, are best. PIANO PRICES. FROM £50 to £200; largest stocks, low or slightly used Pianos in Dominion; terms arranged. We cordially invite you to inspect our stocks. Wellington's Leading Pianoforte House. E. NIMMO AND SONS, LTD., Piano Manufacturers and Dealers, Showrooms and Factory, Kent Terrace.: [1461, 716, 1685, 782]
- classified-ad: WANTED to Sell, Bakery and Tea Room Business; in good country town. Further particulars, apply "Baker," c/o "Dominion.": [1461, 482, 1685, 508]
- classified-ad: LARGE HOUSE WANTED. ADVERTISER wishes to Purchase a Large, Well-built House, in convenient position, suitable for converting into Furnished Apartments. Send full particulars to "RESIDENTIAL FLATS," c/o "Dominion.": [981, 1337, 1206, 1383]
- classified-ad: WANTED to Let, Scrub Cutting, by contract. Apply "Drene 123.": [981, 1121, 1206, 1146]
- section-heading: MISCELLANEOUS WANTED.: [981, 1152, 1206, 1171]
- section-heading: HOUSE PROPERTIES FOR SALE.: [1221, 837, 1446, 856]
- classified-ad: ELECTRICAL INSTALLATIONS. Just Landed—"NEW KINEX" KINEMATOGRAPH PROJECTOR. Write for particulars or call and inspect. JAMES STEWART, 65 Courtenay Place. 'Phone 21—840.: [1700, 524, 1932, 570]
- classified-ad: A GOOD Reputation built by giving entire satisfaction when buying Left-off Clothing, Boots and Jewellery. Ring 'Phone 23—483, when I will call and give price. Nussbaum, The Allies Dealer, 127 Manners Street, Wellington.: [1221, 628, 1446, 673]
- section-heading: MUSICAL INSTRUMENTS FOR SALE.: [1461, 697, 1685, 716]
- classified-ad: WANTED, POSITION OFFERED, with excellent prospects for reliable man, experienced in Timber and Hardware trades and competent to keep books. Apply C. & A. ODLIN TIMBER AND HARDWARE CO., LTD., Cable Street.: [502, 528, 727, 574]
- section-heading: SITUATIONS WANTED.: [981, 601, 1206, 620]
- classified-ad: WANTED, at once, good Butcher for Shop and Cart; wages £4 10s. Apply P.Q. Box 124, Taihape.: [981, 375, 1206, 401]
- classified-ad: TO MEDICAL MEN AND NURSES. PARTNER Wanted for Prosperous Private Sanatorium (sonnysview); light, interesting, and very lucrative work; Sound and climate. Full investigation on course. Apply to ROSS, Private Sanatorium, Waipiata.: [981, 1171, 1206, 1217]
- column-heading: PROFESSIONAL ENGAGEMENTS.: [263, 179, 488, 195]
- classified-ad: ROGERS.—At the Waikato Hospital, Hamilton, on Saturday, July 3, 1920, Joseph Rogers, of Te Kuiti, aged 55 years.: [15, 775, 248, 801]
- classified-ad: HURRISON.—On June 28, 1920, at Nurse Dender's Private Hospital, Marion Street, to Mr. and Mrs. J. Hurrison—a daughter.: [15, 246, 248, 272]
